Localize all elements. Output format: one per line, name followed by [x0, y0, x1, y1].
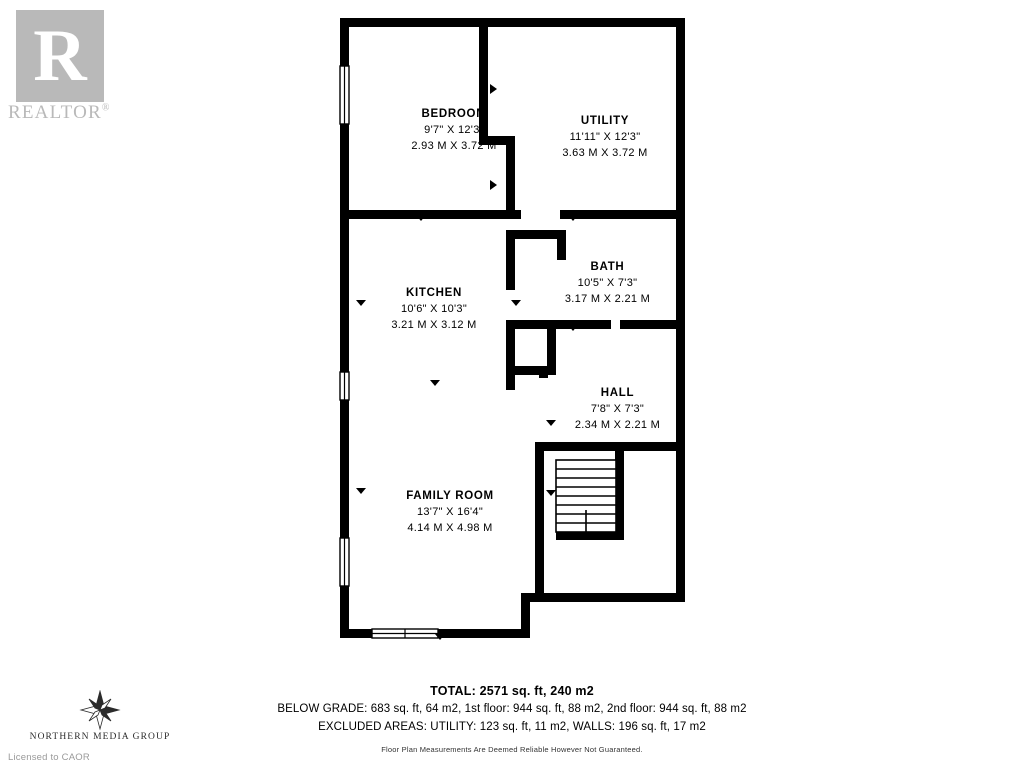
realtor-wordmark	[8, 102, 168, 124]
realtor-watermark	[8, 10, 168, 130]
room-dim-imperial-bath: 10'5" X 7'3"	[577, 276, 638, 289]
registered-trademark-icon: ®	[101, 102, 111, 114]
brand-name-text: NORTHERN MEDIA GROUP	[29, 732, 171, 742]
room-dim-metric-hall: 2.34 M X 2.21 M	[574, 418, 661, 431]
room-dim-metric-kitchen: 3.21 M X 3.12 M	[391, 318, 477, 331]
room-label-kitchen	[344, 285, 524, 334]
room-name-kitchen: KITCHEN	[405, 287, 462, 299]
realtor-wordmark-text: REALTOR	[8, 102, 102, 123]
below-grade-text: BELOW GRADE: 683 sq. ft, 64 m2, 1st floor: 944 sq. ft, 88 m2, 2nd floor: 944 sq. ft, 88 m2	[277, 703, 747, 715]
room-dim-metric-bath: 3.17 M X 2.21 M	[564, 292, 651, 305]
total-area-text: TOTAL: 2571 sq. ft, 240 m2	[430, 684, 594, 698]
excluded-areas-text: EXCLUDED AREAS: UTILITY: 123 sq. ft, 11 m2, WALLS: 196 sq. ft, 17 m2	[318, 720, 706, 733]
door-markers	[356, 84, 578, 640]
northern-media-group-logo	[20, 690, 180, 746]
room-name-bedroom: BEDROOM	[421, 108, 487, 120]
room-name-bath: BATH	[590, 261, 625, 273]
room-name-hall: HALL	[600, 387, 635, 399]
room-dim-metric-bedroom: 2.93 M X 3.72 M	[411, 139, 497, 152]
room-dim-imperial-kitchen: 10'6" X 10'3"	[400, 302, 468, 315]
floor-plan-diagram	[330, 10, 695, 650]
room-label-hall	[530, 385, 705, 434]
room-label-utility	[515, 113, 695, 162]
room-dim-metric-family-room: 4.14 M X 4.98 M	[407, 521, 493, 534]
room-dim-imperial-utility: 11'11" X 12'3"	[569, 130, 641, 143]
room-label-family-room	[360, 488, 540, 537]
realtor-logo-icon	[16, 10, 104, 102]
realtor-logo-letter: R	[33, 15, 87, 97]
room-dim-imperial-bedroom: 9'7" X 12'3"	[424, 123, 484, 136]
room-dim-imperial-family-room: 13'7" X 16'4"	[416, 505, 484, 518]
room-dim-metric-utility: 3.63 M X 3.72 M	[562, 146, 648, 159]
compass-rose-icon	[20, 690, 180, 734]
room-label-bath	[520, 259, 695, 308]
disclaimer-text: Floor Plan Measurements Are Deemed Reliable However Not Guaranteed.	[381, 744, 643, 754]
room-dim-imperial-hall: 7'8" X 7'3"	[590, 402, 645, 415]
room-name-family-room: FAMILY ROOM	[406, 490, 494, 502]
licensed-to-text: Licensed to CAOR	[8, 752, 90, 763]
room-name-utility: UTILITY	[580, 115, 630, 127]
